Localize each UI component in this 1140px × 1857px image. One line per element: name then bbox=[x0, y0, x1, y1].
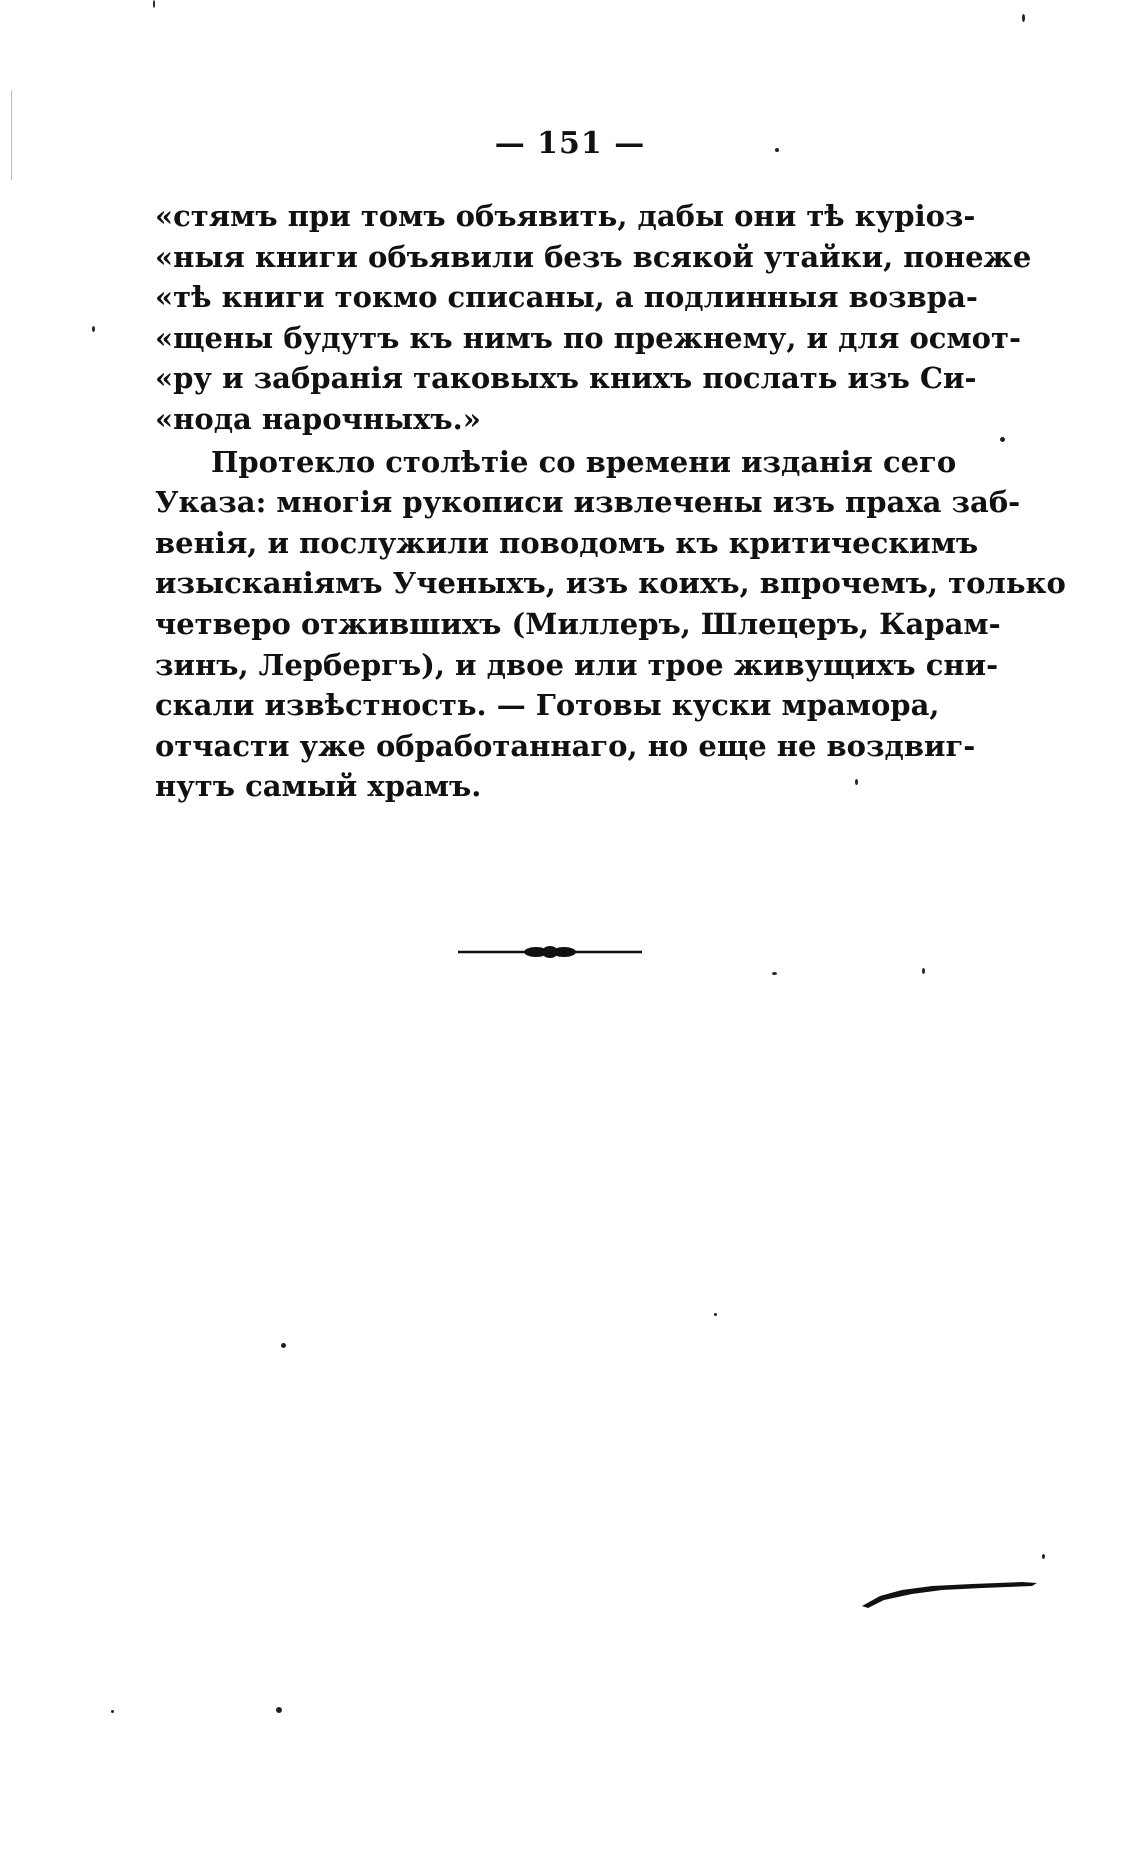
page-speck bbox=[714, 1313, 717, 1316]
text-line: «тѣ книги токмо списаны, а подлинныя возвра- bbox=[155, 280, 978, 315]
text-line: зинъ, Лербергъ), и двое или трое живущихъ сни- bbox=[155, 647, 999, 682]
page-speck bbox=[1042, 1554, 1045, 1559]
paragraph-1 bbox=[155, 196, 1032, 440]
text-line: Указа: многiя рукописи извлечены изъ праха заб- bbox=[155, 485, 1021, 520]
text-line: отчасти уже обработаннаго, но еще не воздвиг- bbox=[155, 728, 976, 763]
page-speck bbox=[281, 1343, 286, 1348]
page-speck bbox=[153, 0, 155, 8]
text-line: изысканiямъ Ученыхъ, изъ коихъ, впрочемъ, только bbox=[155, 566, 1066, 601]
text-line: Протекло столѣтiе со времени изданiя сего bbox=[211, 444, 957, 479]
body-text bbox=[155, 196, 1066, 807]
page-speck bbox=[855, 779, 858, 785]
text-line: четверо отжившихъ (Миллеръ, Шлецеръ, Карам- bbox=[155, 606, 1001, 641]
page-speck bbox=[1000, 437, 1005, 442]
text-line: «ныя книги объявили безъ всякой утайки, понеже bbox=[155, 239, 1032, 274]
text-line: «нода нарочныхъ.» bbox=[155, 401, 481, 436]
text-line: венiя, и послужили поводомъ къ критическимъ bbox=[155, 525, 979, 560]
text-line: «ру и забранiя таковыхъ книхъ послать изъ Си- bbox=[155, 361, 977, 396]
paragraph-2 bbox=[155, 442, 1066, 807]
section-divider-ornament bbox=[458, 944, 642, 960]
page-number: — 151 — bbox=[494, 126, 646, 161]
text-line: «щены будутъ къ нимъ по прежнему, и для осмот- bbox=[155, 320, 1021, 355]
page-speck bbox=[276, 1707, 282, 1713]
text-line: нутъ самый храмъ. bbox=[155, 769, 482, 804]
ink-blot bbox=[862, 1570, 1037, 1610]
page-speck bbox=[772, 972, 777, 975]
page-speck bbox=[92, 326, 95, 332]
text-line: «стямъ при томъ объявить, дабы они тѣ курioз- bbox=[155, 199, 976, 233]
page-speck bbox=[922, 968, 925, 974]
page-speck bbox=[1022, 14, 1025, 22]
page-speck bbox=[111, 1710, 114, 1713]
page-speck bbox=[775, 148, 779, 152]
text-line: скали извѣстность. — Готовы куски мрамора, bbox=[155, 688, 940, 723]
